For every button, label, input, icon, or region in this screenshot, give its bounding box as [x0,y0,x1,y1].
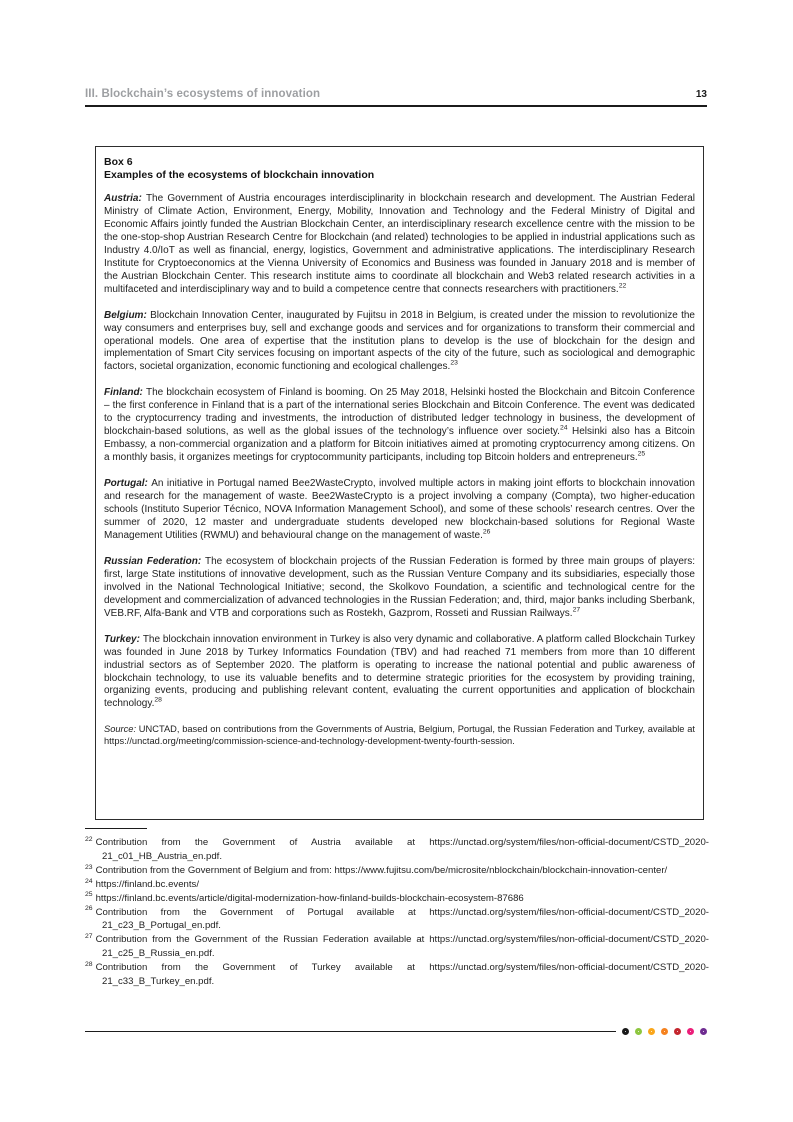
box-paragraphs [104,193,695,711]
box-6 [95,146,704,820]
footnote-reference: 24 [559,424,568,432]
box-paragraph: Turkey: The blockchain innovation environment in Turkey is also very dynamic and collaborative. A platform called Blockchain Turkey was founded in June 2018 by Turkey Informatics Foundation (TBV) and had reached 71 members from more than 10 different industrial sectors as of September 2020. The platform is operating to increase the national potential and public awareness of blockchain technology, to use its valuable benefits and to determine strategic priorities for the ecosystem by providing training, organizing events, producing and publishing relevant content, evaluating the current opportunities and application of blockchain technology.$^{28}$ [104,633,695,710]
footnote-item: $^{27}$ Contribution from the Government of the Russian Federation available at https://unctad.org/system/files/non-official-document/CSTD_2020-21_c25_B_Russia_en.pdf. [85,933,709,960]
footer-rule-line [85,1031,616,1032]
country-lead: Turkey: [104,633,143,645]
footnote-reference: 26 [482,528,491,536]
footnote-number: 23 [85,863,93,871]
source-text: UNCTAD, based on contributions from the Governments of Austria, Belgium, Portugal, the Russian Federation and Turkey, available at https://unctad.org/meeting/commission-science-and-technology-development-twenty-fourth-session. [104,724,695,747]
source-label: Source: [104,724,137,735]
box-paragraph: Portugal: An initiative in Portugal named Bee2WasteCrypto, involved multiple actors in making joint efforts to blockchain innovation and research for the management of waste. Bee2WasteCrypto is a project involving a company (Compta), two higher-education schools (Instituto Superior Técnico, NOVA Information Management School), and some of these schools’ research centres. Over the summer of 2020, 12 master and undergraduate students developed new blockchain-based solutions for Regional Waste Management Utilities (RWMU) and behavioural change on the management of waste.$^{26}$ [104,478,695,541]
footnote-number: 22 [85,835,93,843]
footnote-item: $^{25}$ https://finland.bc.events/article/digital-modernization-how-finland-builds-blockchain-ecosystem-87686 [85,891,524,904]
box-paragraph: Belgium: Blockchain Innovation Center, inaugurated by Fujitsu in 2018 in Belgium, is created under the mission to revolutionize the way consumers and enterprises buy, sell and exchange goods and services and for organizations to transform their commercial and operational models. One area of expertise that the institution plans to develop is the use of blockchain for the design and implementation of Smart City services focusing on important aspects of the city of the future, such as sociological and demographic factors, societal organization, economic functioning and ecological challenges.$^{23}$ [104,309,695,373]
page-number: 13 [695,89,707,100]
country-lead: Finland: [104,387,147,399]
chapter-title: III. Blockchain’s ecosystems of innovation [85,88,321,100]
footnote-number: 27 [85,933,93,941]
footnote-item: $^{24}$ https://finland.bc.events/ [85,877,200,890]
footnote-number: 28 [85,960,93,968]
footnote-number: 25 [85,891,93,899]
footnote-number: 26 [85,905,93,913]
footer-ring [648,1028,655,1035]
footnotes-list [85,836,709,989]
footer-ring [687,1028,694,1035]
footnote-item: $^{22}$ Contribution from the Government of Austria available at https://unctad.org/system/files/non-official-document/CSTD_2020-21_c01_HB_Austria_en.pdf. [85,835,709,862]
footer-ring [700,1028,707,1035]
country-lead: Portugal: [104,478,152,490]
footnote-number: 24 [85,877,93,885]
footnote-item: $^{28}$ Contribution from the Government of Turkey available at https://unctad.org/system/files/non-official-document/CSTD_2020-21_c33_B_Turkey_en.pdf. [85,960,709,988]
source-note [104,723,695,747]
footer-rings [616,1028,707,1035]
footnote-reference: 28 [154,697,162,705]
footnote-separator-rule [85,828,147,829]
footer-decoration [85,1024,707,1039]
country-lead: Austria: [104,193,146,204]
country-lead: Belgium: [104,309,151,321]
footnote-reference: 22 [618,282,627,290]
footnote-item: $^{26}$ Contribution from the Government of Portugal available at https://unctad.org/system/files/non-official-document/CSTD_2020-21_c23_B_Portugal_en.pdf. [85,905,709,932]
footnote-reference: 23 [450,360,458,368]
footer-ring [635,1028,642,1035]
box-paragraph: Russian Federation: The ecosystem of blockchain projects of the Russian Federation is formed by three main groups of players: first, large State institutions of innovative development, such as the Russian Venture Company and its subsidiaries, especially those involved in the National Technological Initiative; second, the Skolkovo Foundation, a scientific and technological centre for the development and commercialization of advanced technologies in the Russian Federation; and, third, major banks including Sberbank, VEB.RF, Alfa-Bank and VTB and corporations such as Rostekh, Gazprom, Rosseti and Russian Railways.$^{27}$ [104,555,695,619]
running-header [85,88,707,107]
footnote-reference: 27 [572,606,581,614]
footnote-reference: 25 [637,450,646,458]
footer-ring [674,1028,681,1035]
box-paragraph: Finland: The blockchain ecosystem of Finland is booming. On 25 May 2018, Helsinki hosted the Blockchain and Bitcoin Conference – the first conference in Finland that is a part of the international series Blockchain and Bitcoin Conference. The event was dedicated to the cryptocurrency trading and investments, the introduction of distributed ledger technology in business, the development of blockchain-based solutions, as well as the global issues of the technology’s influence over society.$^{24}$ Helsinki also has a Bitcoin Embassy, a non-commercial organization and a platform for Bitcoin initiatives aimed at promoting cryptocurrency among citizens. On a monthly basis, it organizes meetings for cryptocommunity participants, including top Bitcoin holders and entrepreneurs.$^{25}$ [104,387,695,464]
country-lead: Russian Federation: [104,555,205,567]
footer-ring [661,1028,668,1035]
footnote-item: $^{23}$ Contribution from the Government of Belgium and from: https://www.fujitsu.com/be/microsite/nblockchain/blockchain-innovation-center/ [85,863,668,876]
box-title: Examples of the ecosystems of blockchain innovation [104,169,375,181]
box-paragraph: Austria: The Government of Austria encourages interdisciplinarity in blockchain research and development. The Austrian Federal Ministry of Climate Action, Environment, Energy, Mobility, Innovation and Technology and the Federal Ministry of Digital and Economic Affairs jointly funded the Austrian Blockchain Center, an interdisciplinary research excellence centre with the mission to be the one-stop-shop Austrian Research Centre for Blockchain (and related) technologies to be applied in industrial applications such as Industry 4.0/IoT as well as financial, energy, logistics, Government and administrative applications. The interdisciplinary Research Institute for Cryptoeconomics at the Vienna University of Economics and Business was founded in January 2018 and is member of the Austrian Blockchain Center. This research institute aims to coordinate all blockchain and Web3 related research activities in a multifaceted and interdisciplinary way and to build a competence centre that connects researchers with practitioners.$^{22}$ [104,193,695,295]
box-label: Box 6 [104,156,133,168]
footer-ring [622,1028,629,1035]
